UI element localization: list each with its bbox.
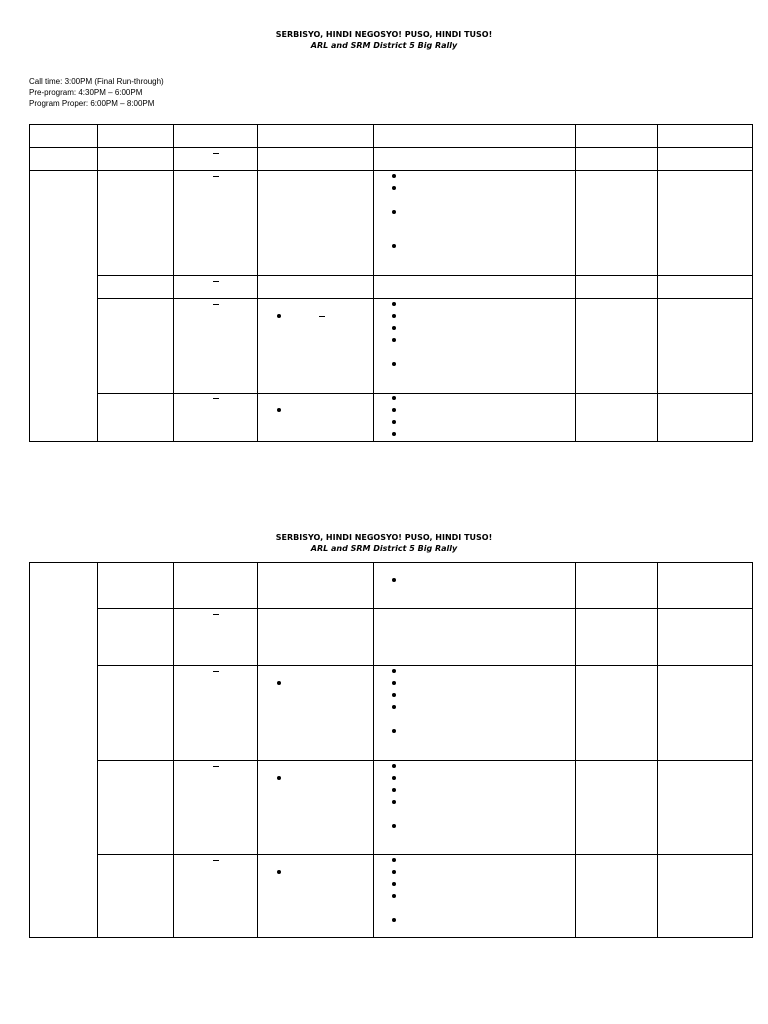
bullet-point xyxy=(392,918,396,922)
table-row-border xyxy=(29,124,753,125)
table-row-border xyxy=(97,298,753,299)
bullet-point xyxy=(277,870,281,874)
table-column-border xyxy=(97,562,98,938)
bullet-point xyxy=(392,396,396,400)
bullet-point xyxy=(392,764,396,768)
table-row-border xyxy=(97,665,753,666)
table-row-border xyxy=(97,608,753,609)
bullet-point xyxy=(392,800,396,804)
time-dash xyxy=(213,860,219,861)
table-column-border xyxy=(257,124,258,442)
bullet-point xyxy=(392,244,396,248)
bullet-point xyxy=(392,408,396,412)
time-dash xyxy=(213,614,219,615)
bullet-point xyxy=(392,669,396,673)
bullet-point xyxy=(392,186,396,190)
schedule-block xyxy=(29,76,164,109)
bullet-point xyxy=(392,729,396,733)
time-dash xyxy=(213,766,219,767)
table-column-border xyxy=(29,562,30,938)
title-line-1: SERBISYO, HINDI NEGOSYO! PUSO, HINDI TUSO! xyxy=(275,533,493,542)
time-dash xyxy=(213,671,219,672)
bullet-point xyxy=(277,314,281,318)
bullet-point xyxy=(392,693,396,697)
bullet-point xyxy=(392,705,396,709)
bullet-point xyxy=(392,578,396,582)
bullet-point xyxy=(392,314,396,318)
bullet-point xyxy=(392,210,396,214)
table-column-border xyxy=(173,562,174,938)
page-title-repeat xyxy=(0,532,768,554)
title-line-2: ARL and SRM District 5 Big Rally xyxy=(310,41,458,50)
time-dash xyxy=(213,153,219,154)
table-row-border xyxy=(97,393,753,394)
title-line-2: ARL and SRM District 5 Big Rally xyxy=(310,544,458,553)
table-row-border xyxy=(29,562,753,563)
table-column-border xyxy=(575,562,576,938)
time-dash xyxy=(213,304,219,305)
table-column-border xyxy=(575,124,576,442)
table-column-border xyxy=(752,124,753,442)
table-row-border xyxy=(97,275,753,276)
time-dash xyxy=(213,398,219,399)
table-row-border xyxy=(29,170,753,171)
time-dash xyxy=(319,316,325,317)
table-row-border xyxy=(29,147,753,148)
time-dash xyxy=(213,281,219,282)
bullet-point xyxy=(392,174,396,178)
table-column-border xyxy=(173,124,174,442)
schedule-call-time: Call time: 3:00PM (Final Run-through) xyxy=(29,77,164,86)
title-line-1: SERBISYO, HINDI NEGOSYO! PUSO, HINDI TUSO! xyxy=(275,30,493,39)
bullet-point xyxy=(277,776,281,780)
table-column-border xyxy=(373,124,374,442)
table-column-border xyxy=(257,562,258,938)
bullet-point xyxy=(392,362,396,366)
bullet-point xyxy=(392,788,396,792)
bullet-point xyxy=(392,824,396,828)
table-column-border xyxy=(657,124,658,442)
schedule-pre-program: Pre-program: 4:30PM – 6:00PM xyxy=(29,88,143,97)
schedule-program-proper: Program Proper: 6:00PM – 8:00PM xyxy=(29,99,155,108)
bullet-point xyxy=(392,776,396,780)
table-column-border xyxy=(373,562,374,938)
bullet-point xyxy=(392,338,396,342)
table-row-border xyxy=(97,854,753,855)
bullet-point xyxy=(392,870,396,874)
bullet-point xyxy=(392,420,396,424)
table-column-border xyxy=(97,124,98,442)
table-column-border xyxy=(752,562,753,938)
table-row-border xyxy=(29,937,753,938)
bullet-point xyxy=(392,882,396,886)
bullet-point xyxy=(277,408,281,412)
table-row-border xyxy=(97,760,753,761)
bullet-point xyxy=(277,681,281,685)
bullet-point xyxy=(392,432,396,436)
bullet-point xyxy=(392,326,396,330)
table-row-border xyxy=(29,441,753,442)
bullet-point xyxy=(392,302,396,306)
bullet-point xyxy=(392,858,396,862)
table-column-border xyxy=(657,562,658,938)
table-column-border xyxy=(29,124,30,442)
page-title xyxy=(0,29,768,51)
bullet-point xyxy=(392,894,396,898)
bullet-point xyxy=(392,681,396,685)
time-dash xyxy=(213,176,219,177)
